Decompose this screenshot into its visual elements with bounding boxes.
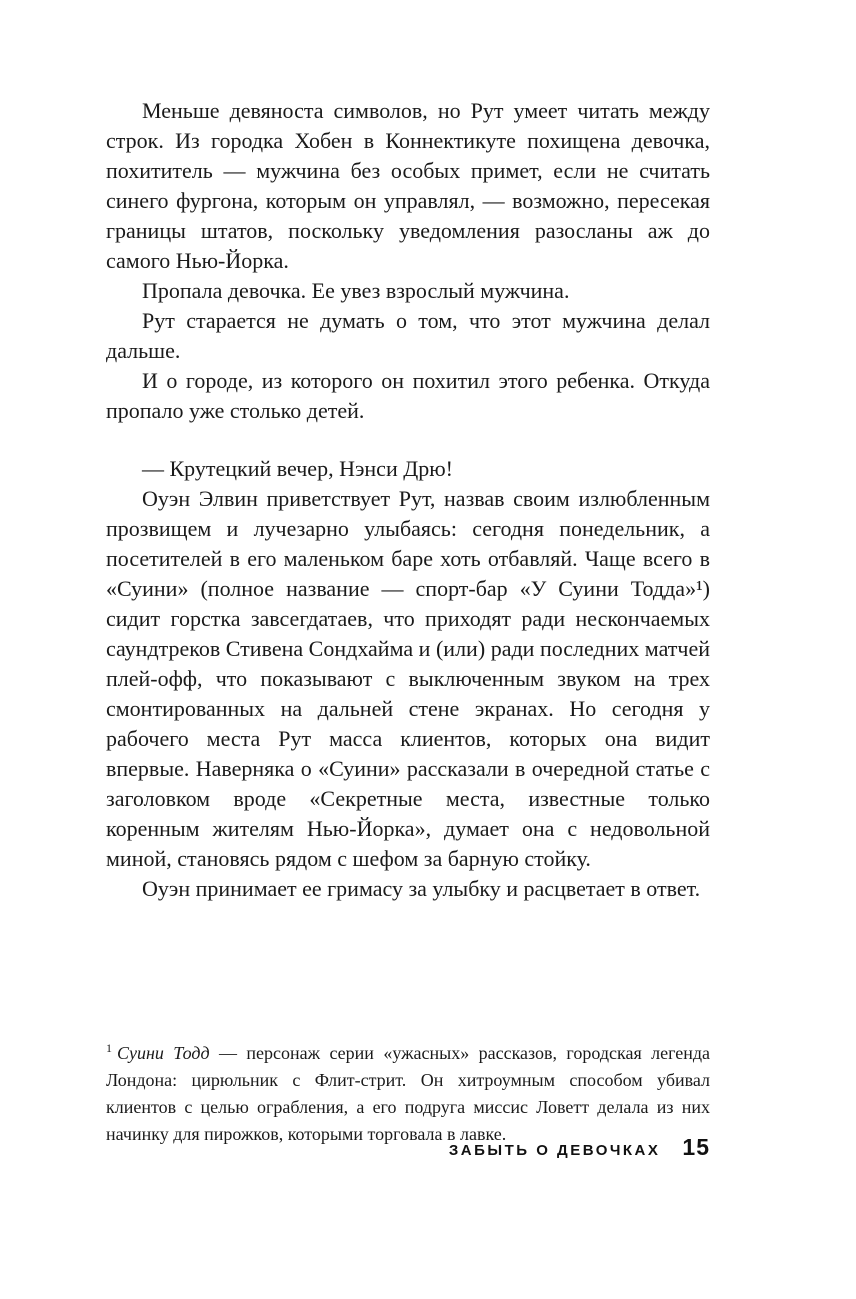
paragraph: Оуэн принимает ее гримасу за улыбку и расцветает в ответ. bbox=[142, 876, 701, 901]
footnote-text: — персонаж серии «ужасных» рассказов, городская легенда Лондона: цирюльник с Флит-стрит. Он хитроумным способом убивал клиентов с целью ограбления, а его подруга миссис Ловетт делала из них начинку для пирожков, которыми торговала в лавке. bbox=[106, 1043, 710, 1144]
paragraph: Оуэн Элвин приветствует Рут, назвав своим излюбленным прозвищем и лучезарно улыбаясь: сегодня понедельник, а посетителей в его маленьком баре хоть отбавляй. Чаще всего в «Суини» (полное название — спорт-бар «У Суини Тодда»¹) сидит горстка завсегдатаев, что приходят ради нескончаемых саундтреков Стивена Сондхайма и (или) ради последних матчей плей-офф, что показывают с выключенным звуком на трех смонтированных на дальней стене экранах. Но сегодня у рабочего места Рут масса клиентов, которых она видит впервые. Наверняка о «Суини» рассказали в очередной статье с заголовком вроде «Секретные места, известные только коренным жителям Нью-Йорка», думает она с недовольной миной, становясь рядом с шефом за барную стойку. bbox=[106, 486, 710, 871]
footnote bbox=[106, 1040, 710, 1148]
body-text bbox=[106, 96, 710, 904]
page-footer bbox=[106, 1134, 710, 1161]
paragraph-dialogue: — Крутецкий вечер, Нэнси Дрю! bbox=[142, 456, 453, 481]
page-number: 15 bbox=[682, 1134, 710, 1160]
paragraph: Меньше девяноста символов, но Рут умеет читать между строк. Из городка Хобен в Коннектикуте похищена девочка, похититель — мужчина без особых примет, если не считать синего фургона, которым он управлял, — возможно, пересекая границы штатов, поскольку уведомления разосланы аж до самого Нью-Йорка. bbox=[106, 98, 710, 273]
paragraph: Пропала девочка. Ее увез взрослый мужчина. bbox=[142, 278, 570, 303]
paragraph: Рут старается не думать о том, что этот мужчина делал дальше. bbox=[106, 308, 710, 363]
running-title: ЗАБЫТЬ О ДЕВОЧКАХ bbox=[448, 1142, 661, 1159]
footnote-marker: 1 bbox=[106, 1041, 112, 1055]
footnote-term: Суини Тодд bbox=[117, 1043, 210, 1063]
paragraph: И о городе, из которого он похитил этого ребенка. Откуда пропало уже столько детей. bbox=[106, 368, 710, 423]
